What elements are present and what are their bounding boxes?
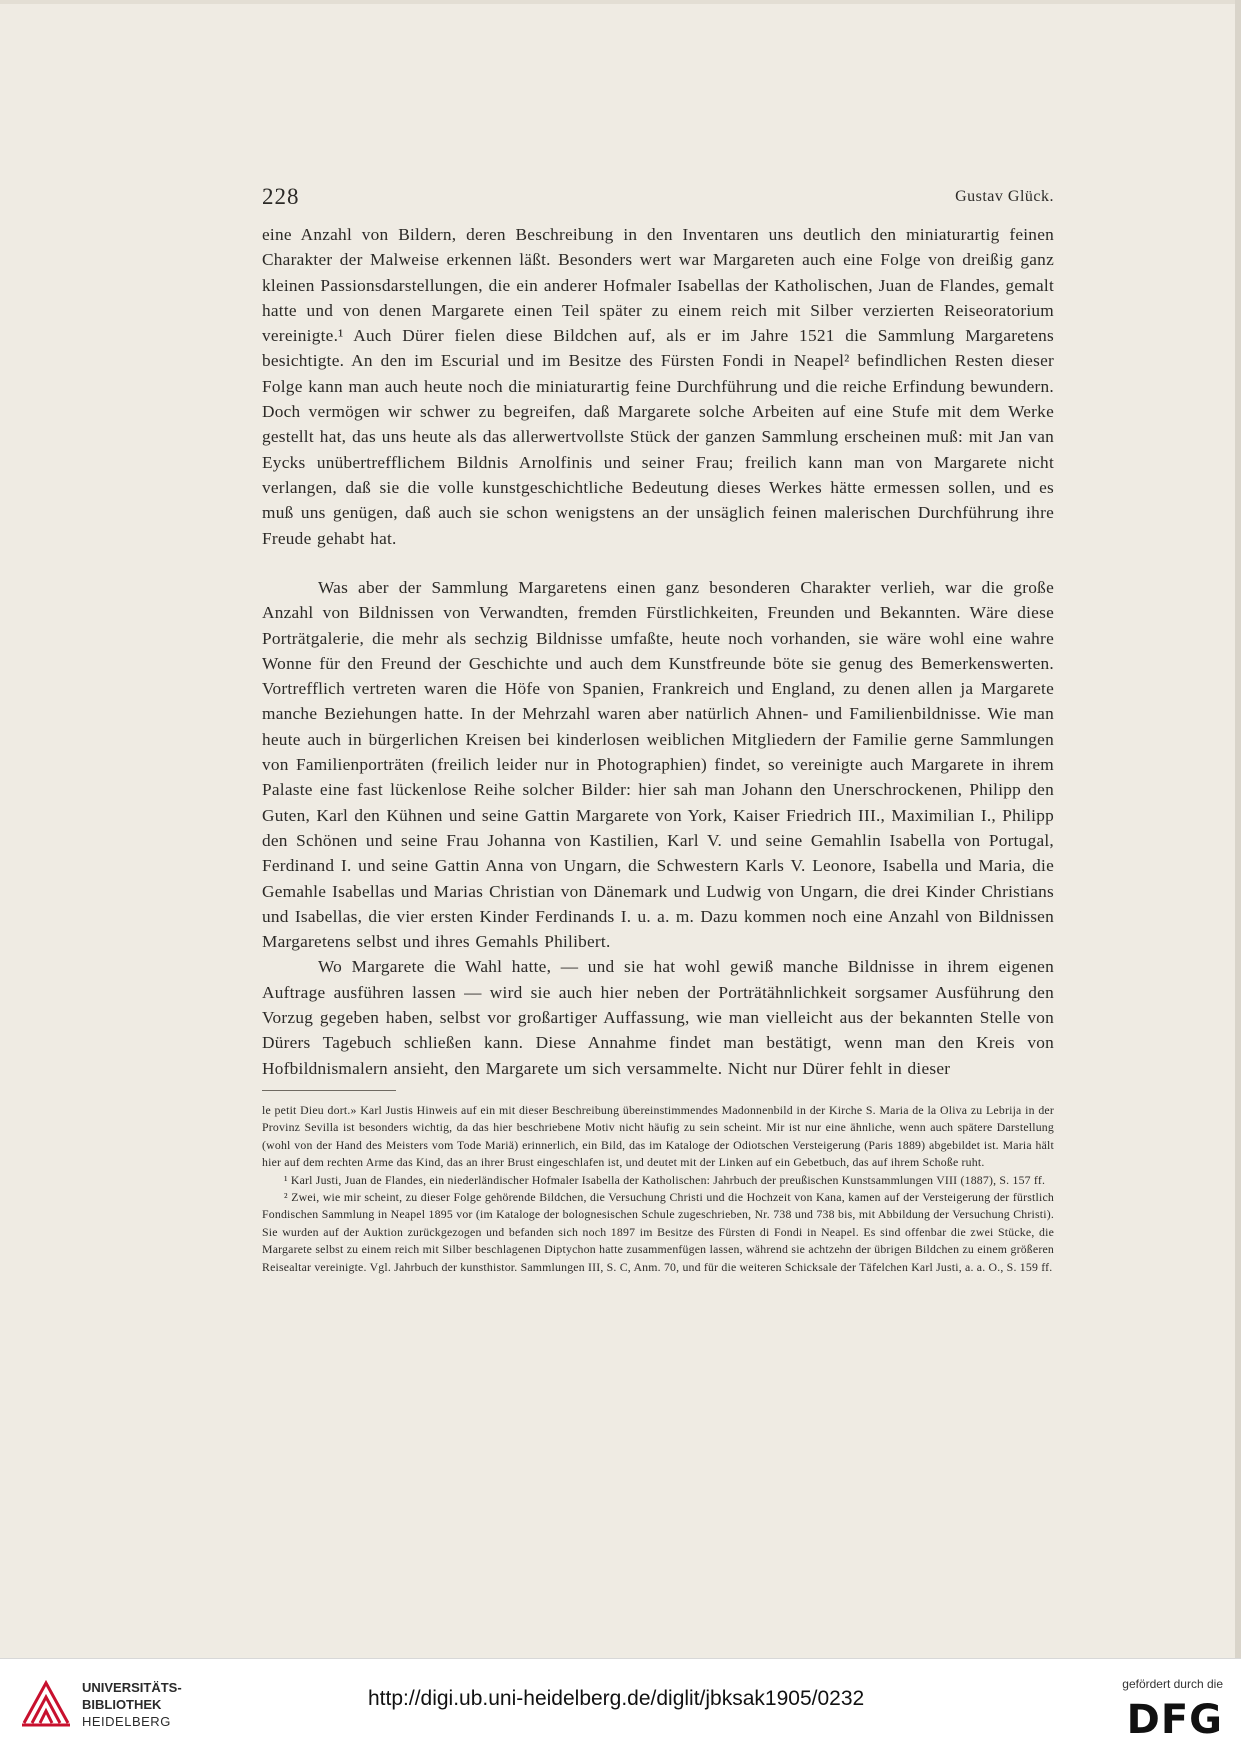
page-header: [262, 184, 1054, 214]
library-logo-icon: [16, 1673, 76, 1733]
footnote-2: ² Zwei, wie mir scheint, zu dieser Folge gehörende Bildchen, die Versuchung Christi und die Hochzeit von Kana, kamen auf der Versteigerung der fürstlich Fondischen Sammlung in Neapel 1895 vor (im Kataloge der bolognesischen Schule zugeschrieben, Nr. 738 und 738 bis, mit Abbildung der Versuchung Christi). Sie wurden auf der Auktion zurückgezogen und befanden sich noch 1897 im Besitze des Fürsten di Fondi in Neapel. Es sind offenbar die zwei Stücke, die Margarete selbst zu einem reich mit Silber beschlagenen Diptychon hatte zusammenfügen lassen, während sie achtzehn der übrigen Bildchen zu einem größeren Reisealtar vereinigte. Vgl. Jahrbuch der kunsthistor. Sammlungen III, S. C, Anm. 70, und für die weiteren Schicksale der Täfelchen Karl Justi, a. a. O., S. 159 ff.: [262, 1190, 1054, 1274]
running-head: Gustav Glück.: [955, 188, 1054, 205]
library-name-line: UNIVERSITÄTS-: [82, 1680, 182, 1695]
library-name: [82, 1679, 182, 1730]
body-text-block-1: [262, 222, 1054, 551]
footnote-continuation: le petit Dieu dort.» Karl Justis Hinweis auf ein mit dieser Beschreibung übereinstimmendes Madonnenbild in der Kirche S. Maria de la Oliva zu Lebrija in der Provinz Sevilla ist besonders wichtig, da das hier beschriebene Motiv nicht häufig zu sein scheint. Mir ist nur eine ähnliche, wenn auch spätere Darstellung (wohl von der Hand des Meisters vom Tode Mariä) erinnerlich, ein Bild, das im Kataloge der Odiotschen Versteigerung (Paris 1889) abgebildet ist. Maria hält hier auf dem rechten Arme das Kind, das an ihrer Brust eingeschlafen ist, und deutet mit der Linken auf ein Gebetbuch, das auf ihrem Schoße ruht.: [262, 1103, 1054, 1170]
footnote-divider: [262, 1090, 396, 1091]
viewer-footer: [0, 1658, 1241, 1751]
page-number: 228: [262, 184, 300, 209]
library-name-line: BIBLIOTHEK: [82, 1697, 162, 1712]
body-paragraph: Was aber der Sammlung Margaretens einen ganz besonderen Charakter verlieh, war die große Anzahl von Bildnissen von Verwandten, fremden Fürstlichkeiten, Freunden und Bekannten. Wäre diese Porträtgalerie, die mehr als sechzig Bildnisse umfaßte, heute noch vorhanden, sie wäre wohl eine wahre Wonne für den Freund der Geschichte und auch dem Kunstfreunde böte sie genug des Bemerkenswerten. Vortrefflich vertreten waren die Höfe von Spanien, Frankreich und England, zu denen allen ja Margarete manche Beziehungen hatte. In der Mehrzahl waren aber natürlich Ahnen- und Familienbildnisse. Wie man heute auch in bürgerlichen Kreisen bei kinderlosen weiblichen Mitgliedern der Familie gerne Sammlungen von Familienporträten (freilich leider nur in Photographien) findet, so vereinigte auch Margarete in ihrem Palaste eine fast lückenlose Reihe solcher Bilder: hier sah man Johann den Unerschrockenen, Philipp den Guten, Karl den Kühnen und seine Gattin Margarete von York, Kaiser Friedrich III., Maximilian I., Philipp den Schönen und seine Frau Johanna von Kastilien, Karl V. und seine Gemahlin Isabella von Portugal, Ferdinand I. und seine Gattin Anna von Ungarn, die Schwestern Karls V. Leonore, Isabella und Maria, die Gemahle Isabellas und Marias Christian von Dänemark und Ludwig von Ungarn, die drei Kinder Christians und Isabellas, die vier ersten Kinder Ferdinands I. u. a. m. Dazu kommen noch eine Anzahl von Bildnissen Margaretens selbst und ihres Gemahls Philibert.: [262, 578, 1054, 952]
dfg-logo: DFG: [1126, 1697, 1223, 1743]
permalink-url[interactable]: http://digi.ub.uni-heidelberg.de/diglit/jbksak1905/0232: [368, 1687, 865, 1710]
page-right-edge: [1235, 0, 1241, 1658]
body-paragraph: Wo Margarete die Wahl hatte, — und sie hat wohl gewiß manche Bildnisse in ihrem eigenen Auftrage ausführen lassen — wird sie auch hier neben der Porträtähnlichkeit sorgsamer Ausführung den Vorzug gegeben haben, selbst vor großartiger Auffassung, wie man vielleicht aus der bekannten Stelle von Dürers Tagebuch schließen kann. Diese Annahme findet man bestätigt, wenn man den Kreis von Hofbildnismalern ansieht, den Margarete um sich versammelte. Nicht nur Dürer fehlt in dieser: [262, 957, 1054, 1078]
footnote-1: ¹ Karl Justi, Juan de Flandes, ein niederländischer Hofmaler Isabella der Katholischen: Jahrbuch der preußischen Kunstsammlungen VIII (1887), S. 157 ff.: [284, 1172, 1046, 1187]
body-text-block-2: [262, 575, 1054, 1081]
funding-text: gefördert durch die: [1122, 1677, 1223, 1691]
library-name-line: HEIDELBERG: [82, 1714, 171, 1729]
footnotes: [262, 1102, 1054, 1276]
page-top-edge: [0, 0, 1241, 4]
body-paragraph: eine Anzahl von Bildern, deren Beschreibung in den Inventaren uns deutlich den miniaturartig feinen Charakter der Malweise erkennen läßt. Besonders wert war Margareten auch eine Folge von dreißig ganz kleinen Passionsdarstellungen, die ein anderer Hofmaler Isabellas der Katholischen, Juan de Flandes, gemalt hatte und von denen Margarete einen Teil später zu einem reich mit Silber verzierten Reiseoratorium vereinigte.¹ Auch Dürer fielen diese Bildchen auf, als er im Jahre 1521 die Sammlung Margaretens besichtigte. An den im Escurial und im Besitze des Fürsten Fondi in Neapel² befindlichen Resten dieser Folge kann man auch heute noch die miniaturartig feine Durchführung und die reiche Erfindung bewundern. Doch vermögen wir schwer zu begreifen, daß Margarete solche Arbeiten auf eine Stufe mit dem Werke gestellt hat, das uns heute als das allerwertvollste Stück der ganzen Sammlung erscheinen muß: mit Jan van Eycks unübertrefflichem Bildnis Arnolfinis und seiner Frau; freilich kann man von Margarete nicht verlangen, daß sie die volle kunstgeschichtliche Bedeutung dieses Werkes hätte ermessen sollen, und es muß uns genügen, daß auch sie schon wenigstens an der unsäglich feinen malerischen Durchführung ihre Freude gehabt hat.: [262, 225, 1054, 548]
